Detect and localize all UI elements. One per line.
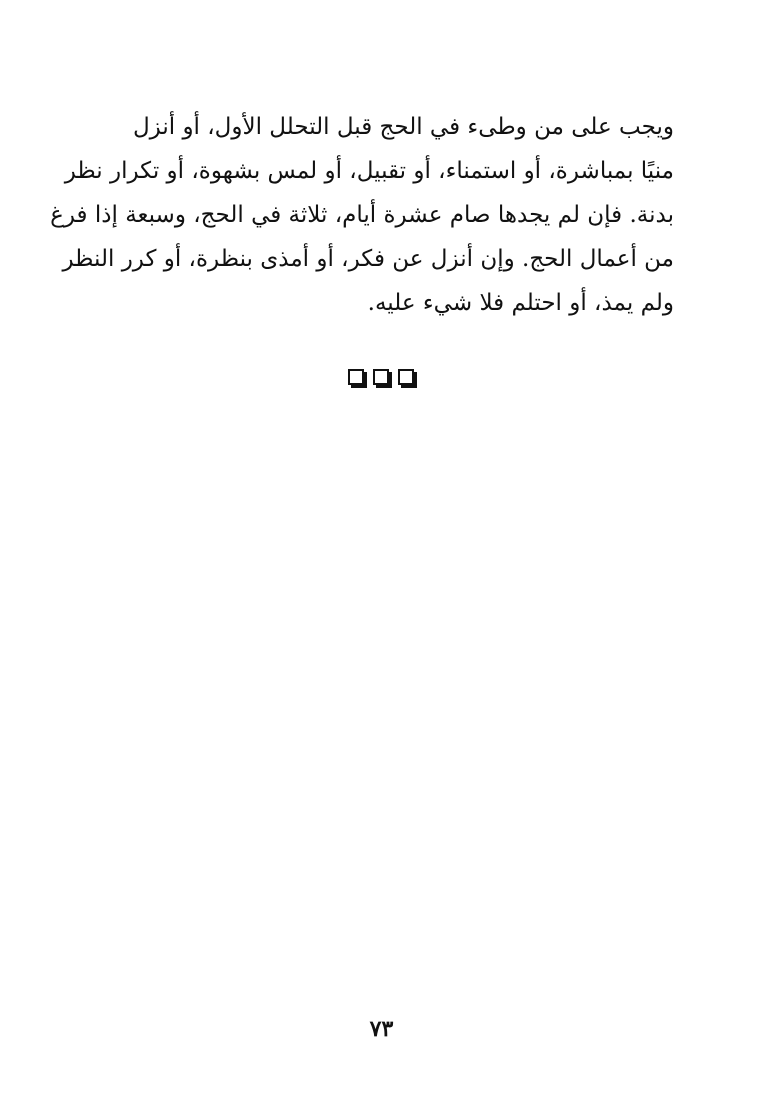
text-line-1: ويجب على من وطىء في الحج قبل التحلل الأول، أو أنزل: [132, 114, 674, 140]
page-number: ٧٣: [369, 1016, 394, 1042]
text-line-3: بدنة. فإن لم يجدها صام عشرة أيام، ثلاثة في الحج، وسبعة إذا فرغ: [50, 202, 674, 228]
box-icon: [373, 369, 389, 385]
text-line-2: منيًا بمباشرة، أو استمناء، أو تقبيل، أو لمس بشهوة، أو تكرار نظر: [64, 158, 674, 184]
box-icon: [348, 369, 364, 385]
text-line-4: من أعمال الحج. وإن أنزل عن فكر، أو أمذى بنظرة، أو كرر النظر: [62, 246, 674, 272]
box-icon: [398, 369, 414, 385]
section-divider: [348, 366, 414, 388]
body-paragraph: [50, 105, 674, 325]
text-line-5: ولم يمذ، أو احتلم فلا شيء عليه.: [367, 290, 674, 316]
